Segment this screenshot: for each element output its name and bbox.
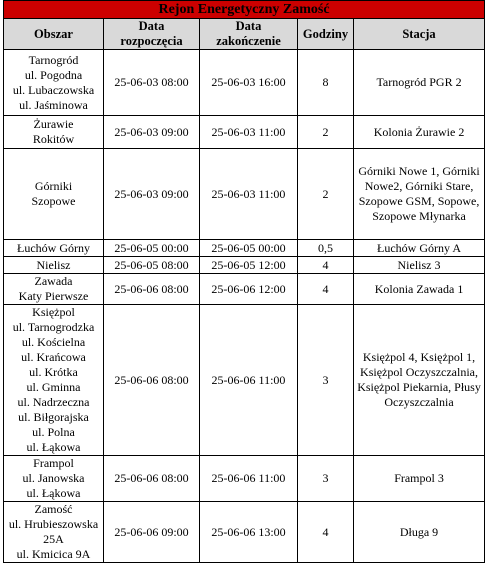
end-cell: 25-06-06 11:00 [200, 456, 298, 502]
end-cell: 25-06-05 00:00 [200, 240, 298, 257]
station-cell: Księżpol 4, Księżpol 1, Księżpol Oczyszczalnia, Księżpol Piekarnia, Płusy Oczyszczalnia [354, 305, 485, 456]
column-header-hours: Godziny [298, 19, 354, 50]
area-cell: Nielisz [4, 257, 104, 274]
start-cell: 25-06-06 08:00 [104, 305, 200, 456]
table-row [4, 240, 485, 257]
station-cell: Frampol 3 [354, 456, 485, 502]
table-row [4, 305, 485, 456]
hours-cell: 8 [298, 50, 354, 116]
table-row [4, 149, 485, 240]
start-cell: 25-06-03 09:00 [104, 116, 200, 149]
area-cell: Zamość ul. Hrubieszowska 25A ul. Kmicica 9A [4, 502, 104, 563]
start-cell: 25-06-06 09:00 [104, 502, 200, 563]
area-cell: Żurawie Rokitów [4, 116, 104, 149]
outage-schedule [3, 0, 485, 563]
end-cell: 25-06-06 12:00 [200, 274, 298, 305]
table-row [4, 456, 485, 502]
station-cell: Długa 9 [354, 502, 485, 563]
start-cell: 25-06-05 08:00 [104, 257, 200, 274]
hours-cell: 3 [298, 305, 354, 456]
table-row [4, 274, 485, 305]
table-row [4, 502, 485, 563]
start-cell: 25-06-06 08:00 [104, 456, 200, 502]
hours-cell: 4 [298, 257, 354, 274]
outage-table [3, 0, 485, 563]
end-cell: 25-06-03 11:00 [200, 116, 298, 149]
start-cell: 25-06-03 09:00 [104, 149, 200, 240]
end-cell: 25-06-05 12:00 [200, 257, 298, 274]
station-cell: Górniki Nowe 1, Górniki Nowe2, Górniki Stare, Szopowe GSM, Sopowe, Szopowe Młynarka [354, 149, 485, 240]
area-cell: Księżpol ul. Tarnogrodzka ul. Kościelna ul. Krańcowa ul. Krótka ul. Gminna ul. Nadrzeczna ul. Biłgorajska ul. Polna ul. Łąkowa [4, 305, 104, 456]
column-header-station: Stacja [354, 19, 485, 50]
hours-cell: 4 [298, 502, 354, 563]
station-cell: Tarnogród PGR 2 [354, 50, 485, 116]
area-cell: Tarnogród ul. Pogodna ul. Lubaczowska ul. Jaśminowa [4, 50, 104, 116]
hours-cell: 4 [298, 274, 354, 305]
region-title: Rejon Energetyczny Zamość [4, 1, 485, 19]
station-cell: Kolonia Zawada 1 [354, 274, 485, 305]
end-cell: 25-06-03 11:00 [200, 149, 298, 240]
hours-cell: 2 [298, 149, 354, 240]
station-cell: Łuchów Górny A [354, 240, 485, 257]
table-row [4, 50, 485, 116]
column-header-area: Obszar [4, 19, 104, 50]
table-row [4, 257, 485, 274]
area-cell: Górniki Szopowe [4, 149, 104, 240]
end-cell: 25-06-03 16:00 [200, 50, 298, 116]
area-cell: Frampol ul. Janowska ul. Łąkowa [4, 456, 104, 502]
table-row [4, 116, 485, 149]
station-cell: Kolonia Żurawie 2 [354, 116, 485, 149]
area-cell: Łuchów Górny [4, 240, 104, 257]
station-cell: Nielisz 3 [354, 257, 485, 274]
end-cell: 25-06-06 11:00 [200, 305, 298, 456]
area-cell: Zawada Katy Pierwsze [4, 274, 104, 305]
end-cell: 25-06-06 13:00 [200, 502, 298, 563]
column-header-start: Data rozpoczęcia [104, 19, 200, 50]
start-cell: 25-06-05 00:00 [104, 240, 200, 257]
hours-cell: 0,5 [298, 240, 354, 257]
start-cell: 25-06-03 08:00 [104, 50, 200, 116]
hours-cell: 2 [298, 116, 354, 149]
column-header-end: Data zakończenie [200, 19, 298, 50]
hours-cell: 3 [298, 456, 354, 502]
start-cell: 25-06-06 08:00 [104, 274, 200, 305]
